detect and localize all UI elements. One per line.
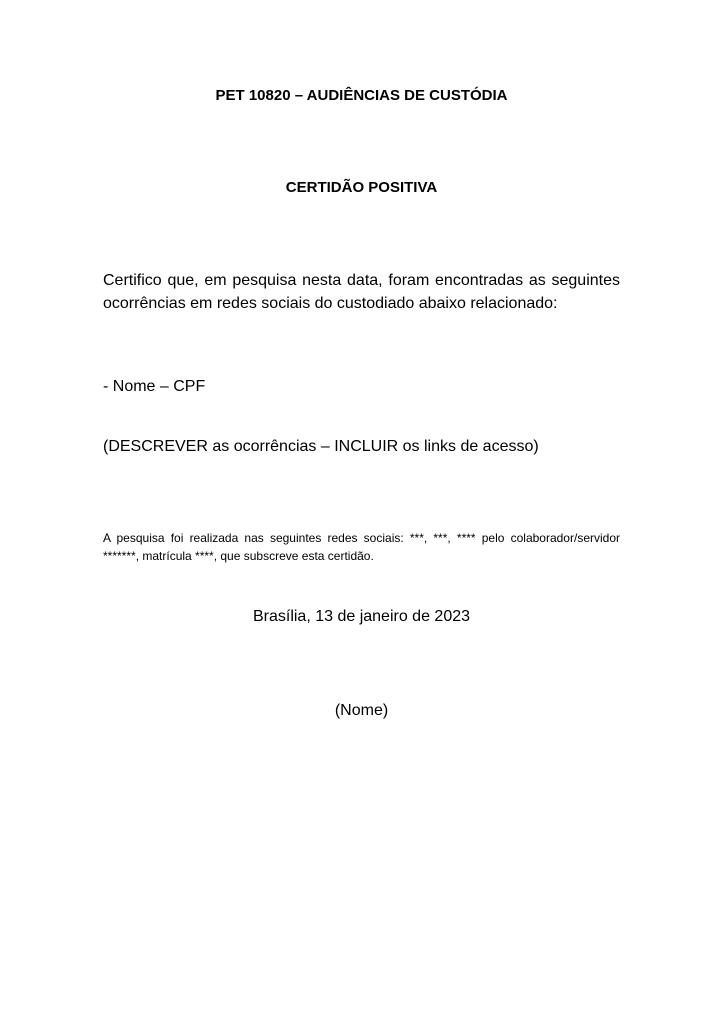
- instruction-line: (DESCREVER as ocorrências – INCLUIR os links de acesso): [103, 438, 539, 455]
- place-date: Brasília, 13 de janeiro de 2023: [252, 608, 471, 625]
- document-subtitle: CERTIDÃO POSITIVA: [285, 179, 438, 196]
- custodian-item-line: - Nome – CPF: [103, 378, 206, 395]
- intro-paragraph: Certifico que, em pesquisa nesta data, foram encontradas as seguintes ocorrências em redes sociais do custodiado abaixo relacionado:: [103, 272, 620, 312]
- document-title: PET 10820 – AUDIÊNCIAS DE CUSTÓDIA: [215, 87, 508, 104]
- signature-name: (Nome): [334, 702, 389, 719]
- search-paragraph: A pesquisa foi realizada nas seguintes redes sociais: ***, ***, **** pelo colaborador/servidor *******, matrícula ****, que subscreve esta certidão.: [103, 531, 620, 563]
